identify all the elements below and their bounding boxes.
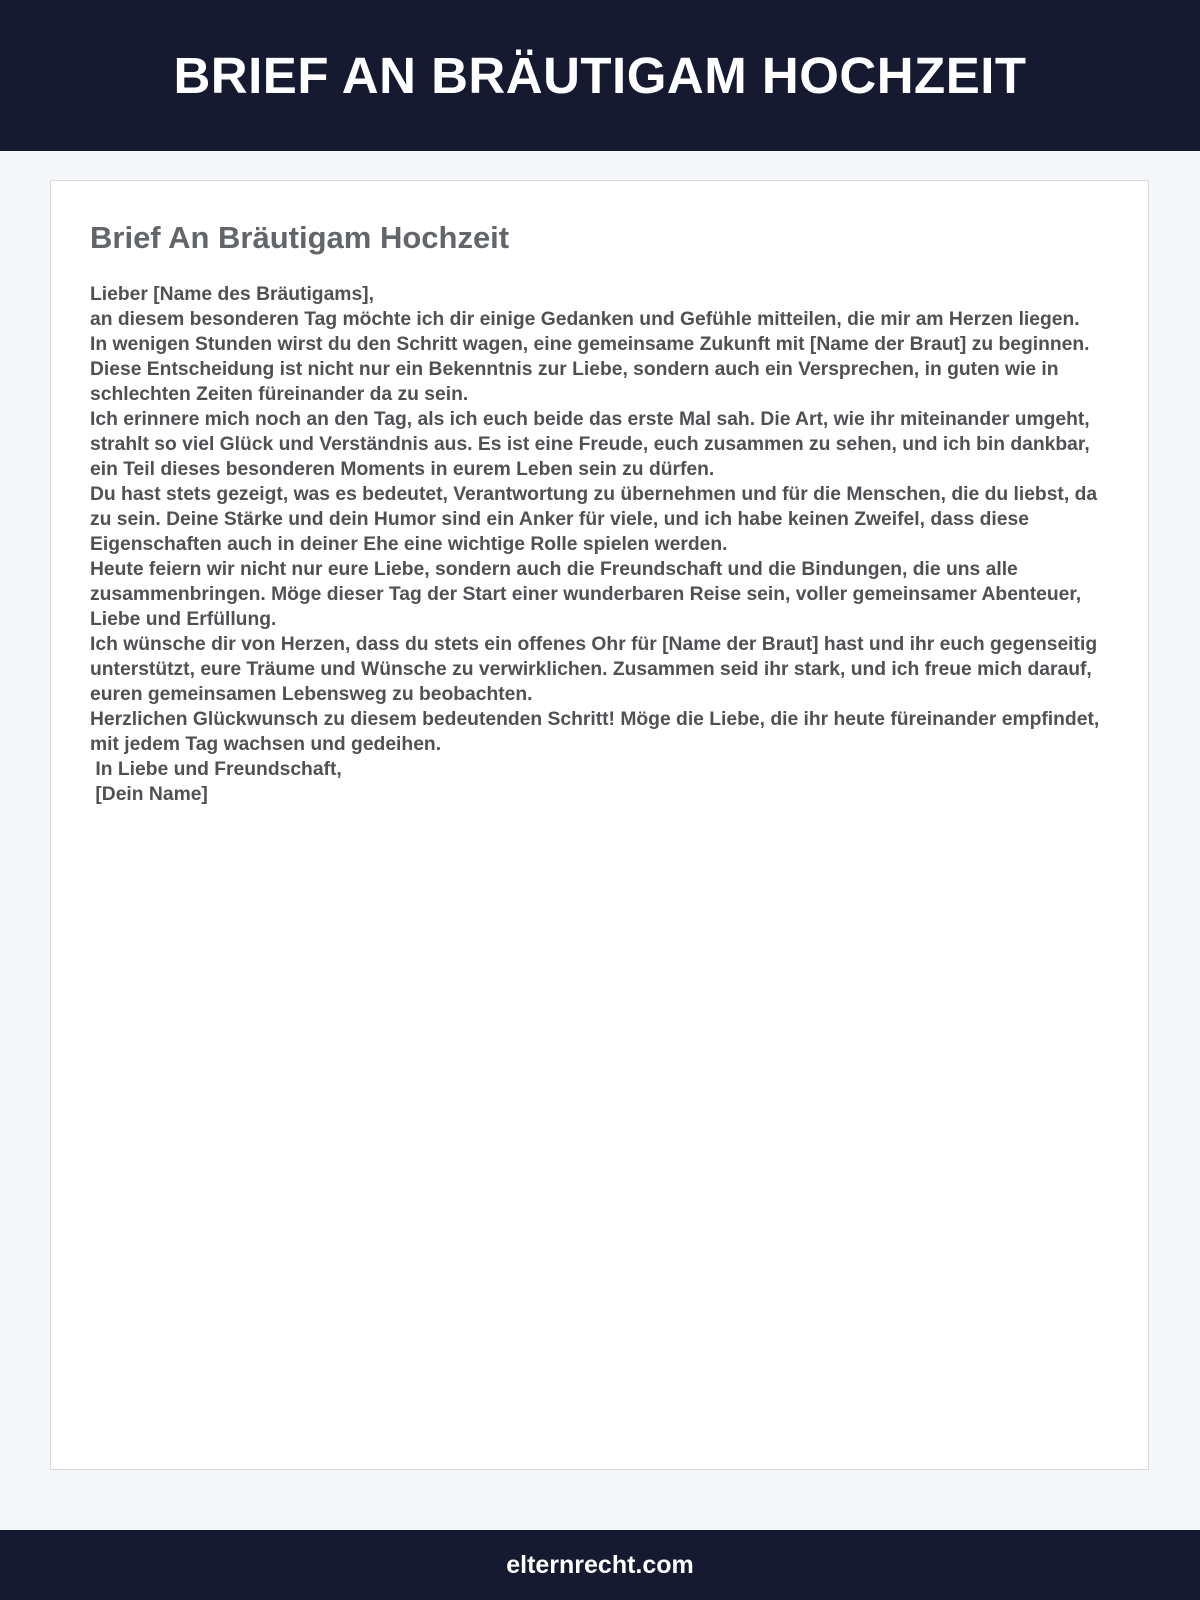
- letter-paragraph: In wenigen Stunden wirst du den Schritt wagen, eine gemeinsame Zukunft mit [Name der Braut] zu beginnen. Diese Entscheidung ist nicht nur ein Bekenntnis zur Liebe, sondern auch ein Versprechen, in guten wie in schlechten Zeiten füreinander da zu sein.: [90, 334, 1095, 405]
- letter-paragraph: Ich erinnere mich noch an den Tag, als ich euch beide das erste Mal sah. Die Art, wie ihr miteinander umgeht, strahlt so viel Glück und Verständnis aus. Es ist eine Freude, euch zusammen zu sehen, und ich bin dankbar, ein Teil dieses besonderen Moments in eurem Leben sein zu dürfen.: [90, 409, 1096, 480]
- letter-closing: In Liebe und Freundschaft,: [90, 759, 342, 780]
- letter-card: [50, 180, 1149, 1470]
- document-title: Brief An Bräutigam Hochzeit: [90, 220, 510, 255]
- site-footer: [0, 1530, 1200, 1600]
- letter-paragraph: Heute feiern wir nicht nur eure Liebe, sondern auch die Freundschaft und die Bindungen, die uns alle zusammenbringen. Möge dieser Tag der Start einer wunderbaren Reise sein, voller gemeinsamer Abenteuer, Liebe und Erfüllung.: [90, 559, 1087, 630]
- letter-salutation: Lieber [Name des Bräutigams],: [90, 284, 374, 305]
- page-title: BRIEF AN BRÄUTIGAM HOCHZEIT: [173, 47, 1027, 104]
- letter-paragraph: Du hast stets gezeigt, was es bedeutet, Verantwortung zu übernehmen und für die Menschen, die du liebst, da zu sein. Deine Stärke und dein Humor sind ein Anker für viele, und ich habe keinen Zweifel, dass diese Eigenschaften auch in deiner Ehe eine wichtige Rolle spielen werden.: [90, 484, 1103, 555]
- letter-paragraph: an diesem besonderen Tag möchte ich dir einige Gedanken und Gefühle mitteilen, die mir am Herzen liegen.: [90, 309, 1080, 330]
- footer-site-link[interactable]: elternrecht.com: [506, 1550, 694, 1579]
- letter-signature: [Dein Name]: [90, 784, 208, 805]
- letter-body: [90, 282, 1105, 807]
- letter-paragraph: Herzlichen Glückwunsch zu diesem bedeutenden Schritt! Möge die Liebe, die ihr heute füreinander empfindet, mit jedem Tag wachsen und gedeihen.: [90, 709, 1105, 755]
- site-header: [0, 0, 1200, 151]
- letter-paragraph: Ich wünsche dir von Herzen, dass du stets ein offenes Ohr für [Name der Braut] hast und ihr euch gegenseitig unterstützt, eure Träume und Wünsche zu verwirklichen. Zusammen seid ihr stark, und ich freue mich darauf, euren gemeinsamen Lebensweg zu beobachten.: [90, 634, 1103, 705]
